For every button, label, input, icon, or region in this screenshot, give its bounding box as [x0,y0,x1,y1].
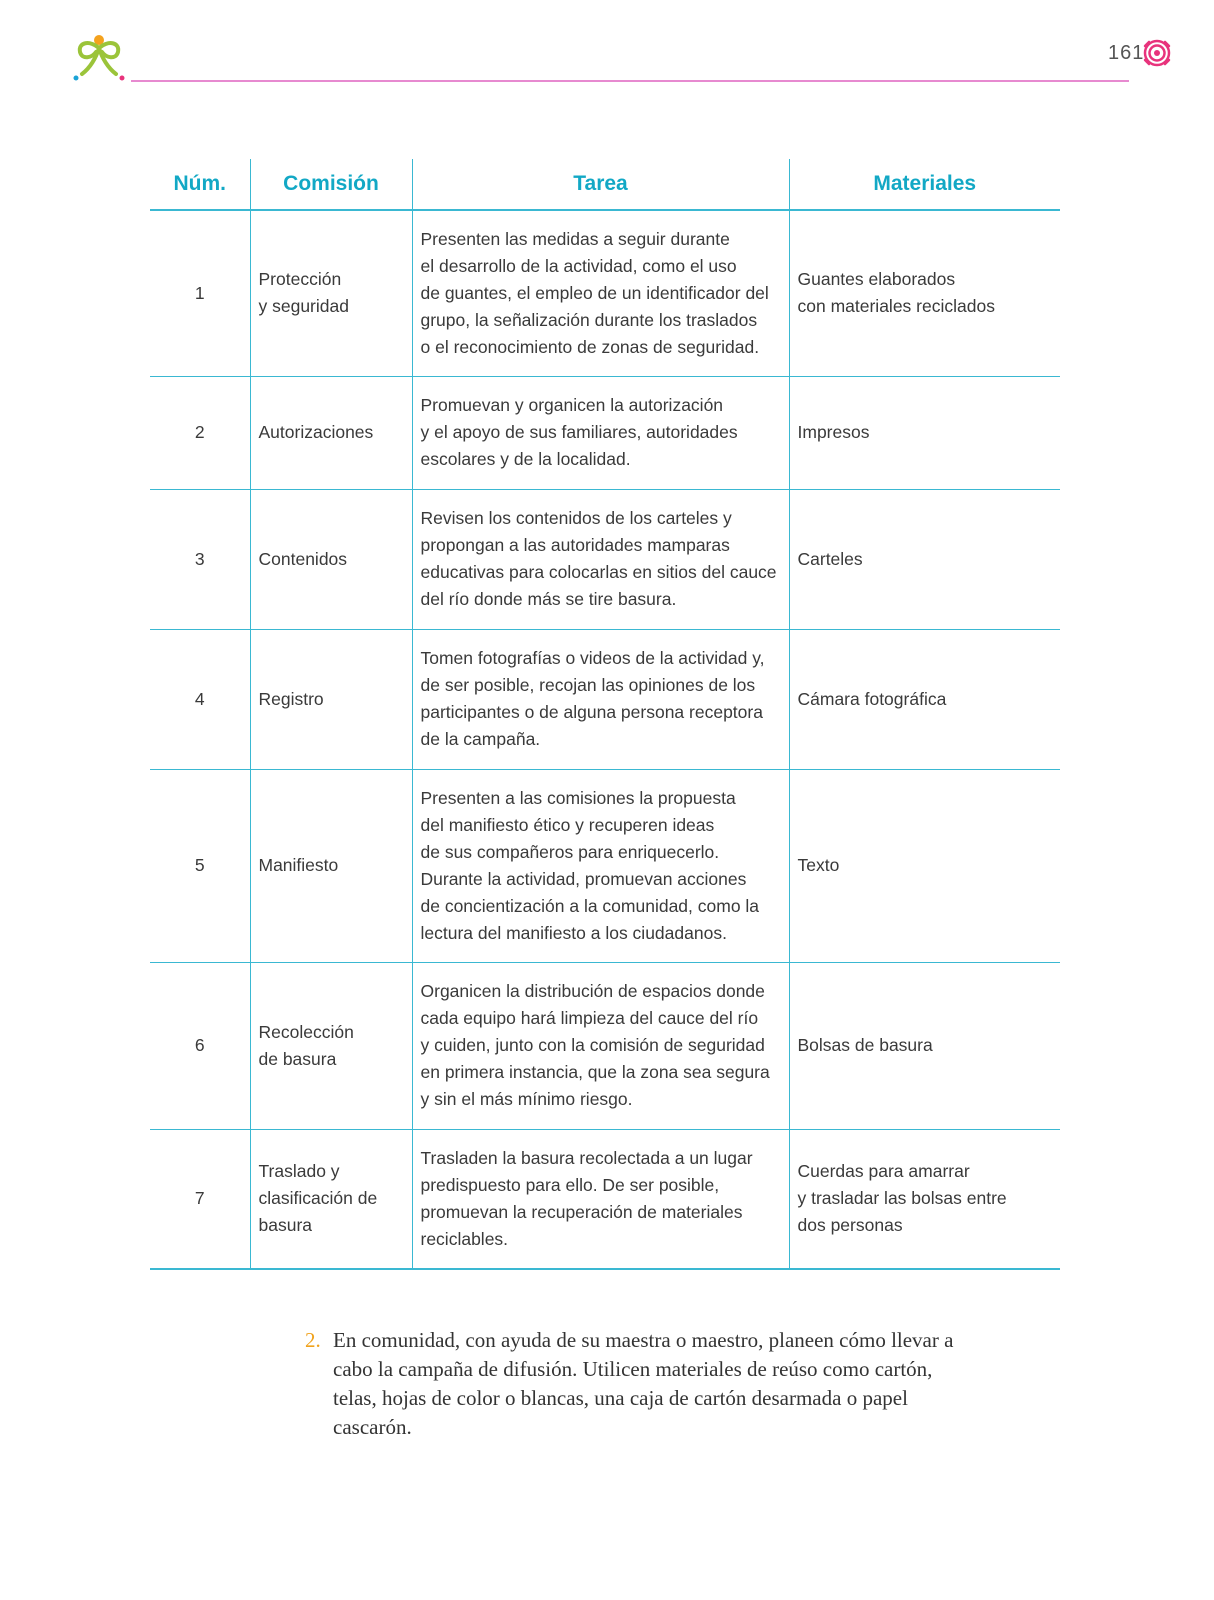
table-header-row [150,159,1060,210]
comision-line: Autorizaciones [258,422,374,442]
cell-comision [250,210,412,376]
table-row [150,210,1060,376]
cell-tarea [412,210,789,376]
cell-num: 5 [150,769,250,962]
tarea-line: y el apoyo de sus familiares, autoridades [420,422,738,442]
tarea-line: lectura del manifiesto a los ciudadanos. [420,922,727,943]
tarea-line: de la campaña. [420,729,541,749]
cell-num: 3 [150,489,250,629]
cell-comision [250,376,412,489]
cell-num: 7 [150,1129,250,1269]
column-header-materiales: Materiales [789,159,1060,210]
tarea-line: Trasladen la basura recolectada a un lugar [420,1147,753,1168]
comision-line: Manifiesto [258,855,339,875]
cell-comision [250,769,412,962]
tarea-line: de sus compañeros para enriquecerlo. [420,841,720,862]
materiales-line: Bolsas de basura [797,1035,933,1055]
table-row [150,489,1060,629]
sprout-logo-icon [72,34,128,86]
cell-num: 4 [150,629,250,769]
cell-materiales [789,376,1060,489]
materiales-line: con materiales reciclados [797,296,995,317]
cell-comision [250,489,412,629]
tarea-line: educativas para colocarlas en sitios del cauce [420,562,777,582]
step-number: 2. [305,1328,321,1352]
cell-num: 6 [150,962,250,1129]
cell-tarea [412,962,789,1129]
table-row [150,769,1060,962]
materiales-line: dos personas [797,1215,903,1236]
materiales-line: Guantes elaborados [797,269,956,290]
tarea-line: Tomen fotografías o videos de la actividad y, [420,648,765,668]
tarea-line: del río donde más se tire basura. [420,589,677,609]
tarea-line: de guantes, el empleo de un identificador del [420,282,769,303]
comision-line: y seguridad [258,296,349,317]
comision-line: clasificación de [258,1188,378,1209]
cell-comision [250,962,412,1129]
comision-line: de basura [258,1048,337,1069]
materiales-line: y trasladar las bolsas entre [797,1188,1007,1209]
tarea-line: o el reconocimiento de zonas de seguridad. [420,336,760,357]
tarea-line: Promuevan y organicen la autorización [420,395,724,415]
cell-num: 1 [150,210,250,376]
tarea-line: propongan a las autoridades mamparas [420,535,730,555]
tarea-line: Revisen los contenidos de los carteles y [420,508,732,528]
comision-line: Contenidos [258,548,348,569]
tarea-line: el desarrollo de la actividad, como el uso [420,255,737,276]
cell-tarea [412,376,789,489]
tarea-line: en primera instancia, que la zona sea segura [420,1062,770,1082]
cell-tarea [412,629,789,769]
tarea-line: grupo, la señalización durante los traslados [420,309,758,330]
cell-num: 2 [150,376,250,489]
tarea-line: y cuiden, junto con la comisión de seguridad [420,1035,765,1055]
tarea-line: Organicen la distribución de espacios donde [420,981,765,1001]
cell-tarea [412,489,789,629]
table-row [150,629,1060,769]
comision-line: basura [258,1215,313,1236]
column-header-comision: Comisión [250,159,412,210]
materiales-line: Carteles [797,548,863,569]
comision-line: Registro [258,688,324,709]
materiales-line: Cuerdas para amarrar [797,1161,970,1182]
materiales-line: Cámara fotográfica [797,688,947,709]
tarea-line: y sin el más mínimo riesgo. [420,1089,633,1109]
cell-materiales [789,489,1060,629]
tarea-line: Durante la actividad, promuevan acciones [420,868,747,889]
column-header-num: Núm. [150,159,250,210]
table-row [150,962,1060,1129]
column-header-tarea: Tarea [412,159,789,210]
header-rule [131,80,1129,82]
tarea-line: Presenten a las comisiones la propuesta [420,787,736,808]
tarea-line: predispuesto para ello. De ser posible, [420,1174,720,1195]
tarea-line: Presenten las medidas a seguir durante [420,228,730,249]
cell-comision [250,629,412,769]
cell-materiales [789,962,1060,1129]
comision-line: Traslado y [258,1161,340,1182]
cell-materiales [789,769,1060,962]
instruction-paragraph [305,1326,965,1442]
table-row [150,376,1060,489]
cell-materiales [789,210,1060,376]
tarea-line: cada equipo hará limpieza del cauce del río [420,1008,759,1028]
commissions-table [150,159,1060,1270]
tarea-line: de concientización a la comunidad, como la [420,895,760,916]
step-text: En comunidad, con ayuda de su maestra o maestro, planeen cómo llevar a cabo la campaña de difusión. Utilicen materiales de reúso como cartón, telas, hojas de color o blancas, una caja de cartón desarmada o papel cascarón. [333,1328,954,1439]
cell-tarea [412,1129,789,1269]
cell-tarea [412,769,789,962]
tarea-line: del manifiesto ético y recuperen ideas [420,814,715,835]
table-row [150,1129,1060,1269]
comision-line: Recolección [258,1021,354,1042]
tarea-line: participantes o de alguna persona receptora [420,702,763,722]
table-body [150,210,1060,1269]
comision-line: Protección [258,269,342,290]
materiales-line: Texto [797,855,840,875]
tarea-line: reciclables. [420,1228,509,1249]
cell-materiales [789,629,1060,769]
spiral-ornament-icon [1142,38,1172,68]
page-number: 161 [1108,42,1145,64]
tarea-line: escolares y de la localidad. [420,449,631,469]
cell-materiales [789,1129,1060,1269]
materiales-line: Impresos [797,422,870,442]
tarea-line: de ser posible, recojan las opiniones de los [420,675,756,695]
tarea-line: promuevan la recuperación de materiales [420,1201,743,1222]
cell-comision [250,1129,412,1269]
